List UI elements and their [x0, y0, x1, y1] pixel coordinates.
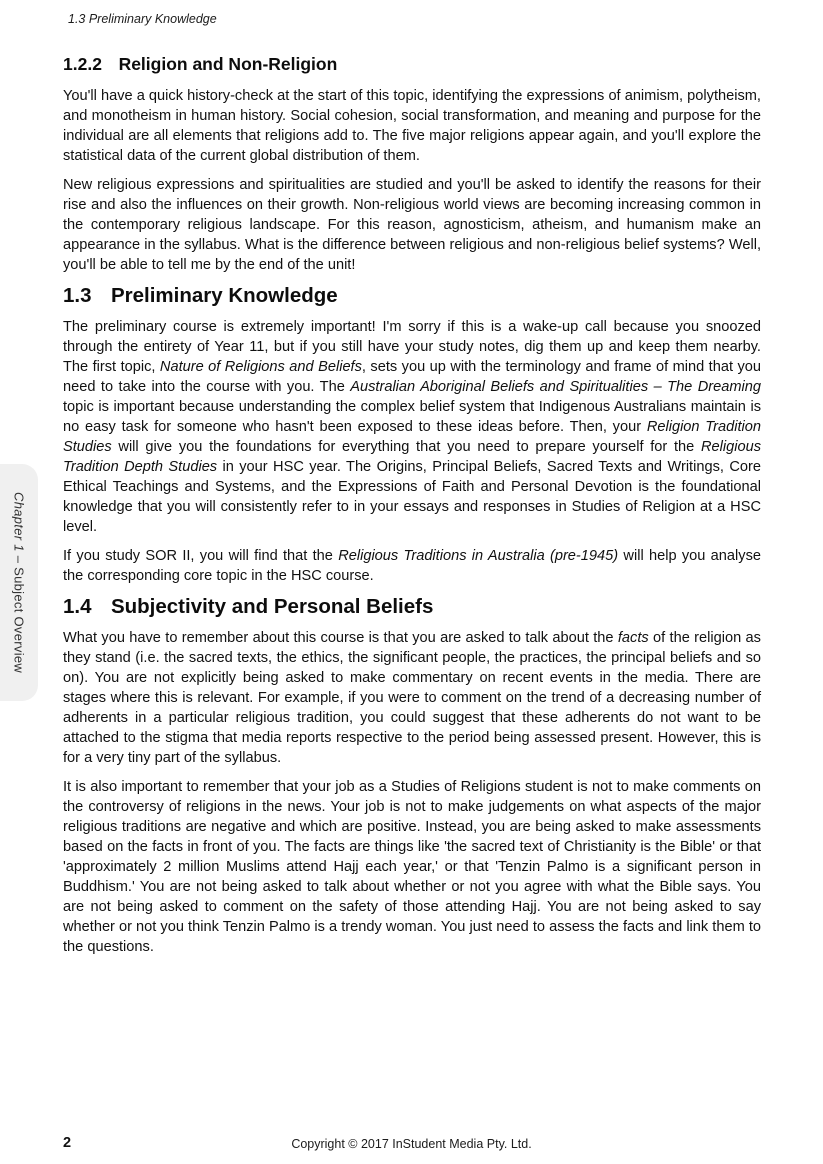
- heading-number: 1.3: [63, 284, 92, 307]
- side-tab-label: [12, 492, 27, 673]
- heading-subjectivity-and-personal-beliefs: [63, 595, 761, 619]
- side-tab-section-label: – Subject Overview: [11, 551, 27, 674]
- paragraph: The preliminary course is extremely important! I'm sorry if this is a wake-up call because you snoozed through the entirety of Year 11, but if you still have your study notes, dig them up and keep them nearby. The first topic, Nature of Religions and Beliefs, sets you up with the terminology and frame of mind that you need to take into the course with you. The Australian Aboriginal Beliefs and Spiritualities – The Dreaming topic is important because understanding the complex belief system that Indigenous Australians maintain is no easy task for someone who hasn't been exposed to these ideas before. Then, your Religion Tradition Studies will give you the foundations for everything that you need to prepare yourself for the Religious Tradition Depth Studies in your HSC year. The Origins, Principal Beliefs, Sacred Texts and Writings, Core Ethical Teachings and Systems, and the Expressions of Faith and Personal Devotion is the foundational knowledge that you will consistently refer to in your essays and responses in Studies of Religion at a HSC level.: [63, 319, 762, 535]
- heading-number: 1.2.2: [63, 54, 102, 74]
- heading-title: Preliminary Knowledge: [110, 284, 338, 307]
- paragraph: If you study SOR II, you will find that the Religious Traditions in Australia (pre-1945) will help you analyse the corresponding core topic in the HSC course.: [63, 548, 761, 584]
- paragraph: You'll have a quick history-check at the start of this topic, identifying the expressions of animism, polytheism, and monotheism in human history. Social cohesion, social transformation, and meaning and purpose for the individual are all elements that religions add to. The five major religions appear again, and you'll explore the statistical data of the current global distribution of them.: [63, 88, 761, 164]
- heading-title: Religion and Non-Religion: [118, 54, 338, 74]
- copyright-text: Copyright © 2017 InStudent Media Pty. Ltd.: [291, 1137, 532, 1151]
- heading-religion-and-non-religion: [63, 53, 761, 75]
- side-tab-chapter-label: Chapter 1: [11, 491, 27, 552]
- heading-number: 1.4: [63, 595, 92, 618]
- paragraph: New religious expressions and spiritualities are studied and you'll be asked to identify the reasons for their rise and also the influences on their growth. Non-religious world views are becoming increasing common in the contemporary religious landscape. For this reason, agnosticism, atheism, and humanism make an appearance in the syllabus. What is the difference between religious and non-religious belief systems? Well, you'll be able to tell me by the end of the unit!: [63, 177, 761, 273]
- page-number: 2: [63, 1135, 72, 1151]
- chapter-side-tab: [0, 464, 38, 701]
- paragraph: It is also important to remember that your job as a Studies of Religions student is not to make comments on the controversy of religions in the news. Your job is not to make judgements on what aspects of the major religious traditions are negative and which are positive. Instead, you are being asked to make assessments based on the facts in front of you. The facts are things like 'the sacred text of Christianity is the Bible' or that 'approximately 2 million Muslims attend Hajj each year,' or that 'Tenzin Palmo is a significant person in Buddhism.' You are not being asked to talk about whether or not you agree with what the Bible says. You are not being asked to comment on the safety of those attending Hajj. You are not being asked to say whether or not you think Tenzin Palmo is a trendy woman. You just need to assess the facts and link them to the questions.: [63, 779, 761, 955]
- heading-preliminary-knowledge: [63, 284, 761, 308]
- running-header: 1.3 Preliminary Knowledge: [68, 12, 217, 26]
- heading-title: Subjectivity and Personal Beliefs: [110, 595, 434, 618]
- page-footer: [0, 1133, 823, 1157]
- paragraph: What you have to remember about this course is that you are asked to talk about the facts of the religion as they stand (i.e. the sacred texts, the ethics, the significant people, the practices, the principal beliefs and so on). You are not explicitly being asked to make commentary on recent events in the media. There are stages where this is relevant. For example, if you were to comment on the trend of a decreasing number of adherents in a particular religious tradition, you could suggest that these adherents do not want to be attached to the stigma that media reports respective to the period being assessed present. However, this is for a very tiny part of the syllabus.: [63, 630, 761, 766]
- page-content: [63, 0, 761, 966]
